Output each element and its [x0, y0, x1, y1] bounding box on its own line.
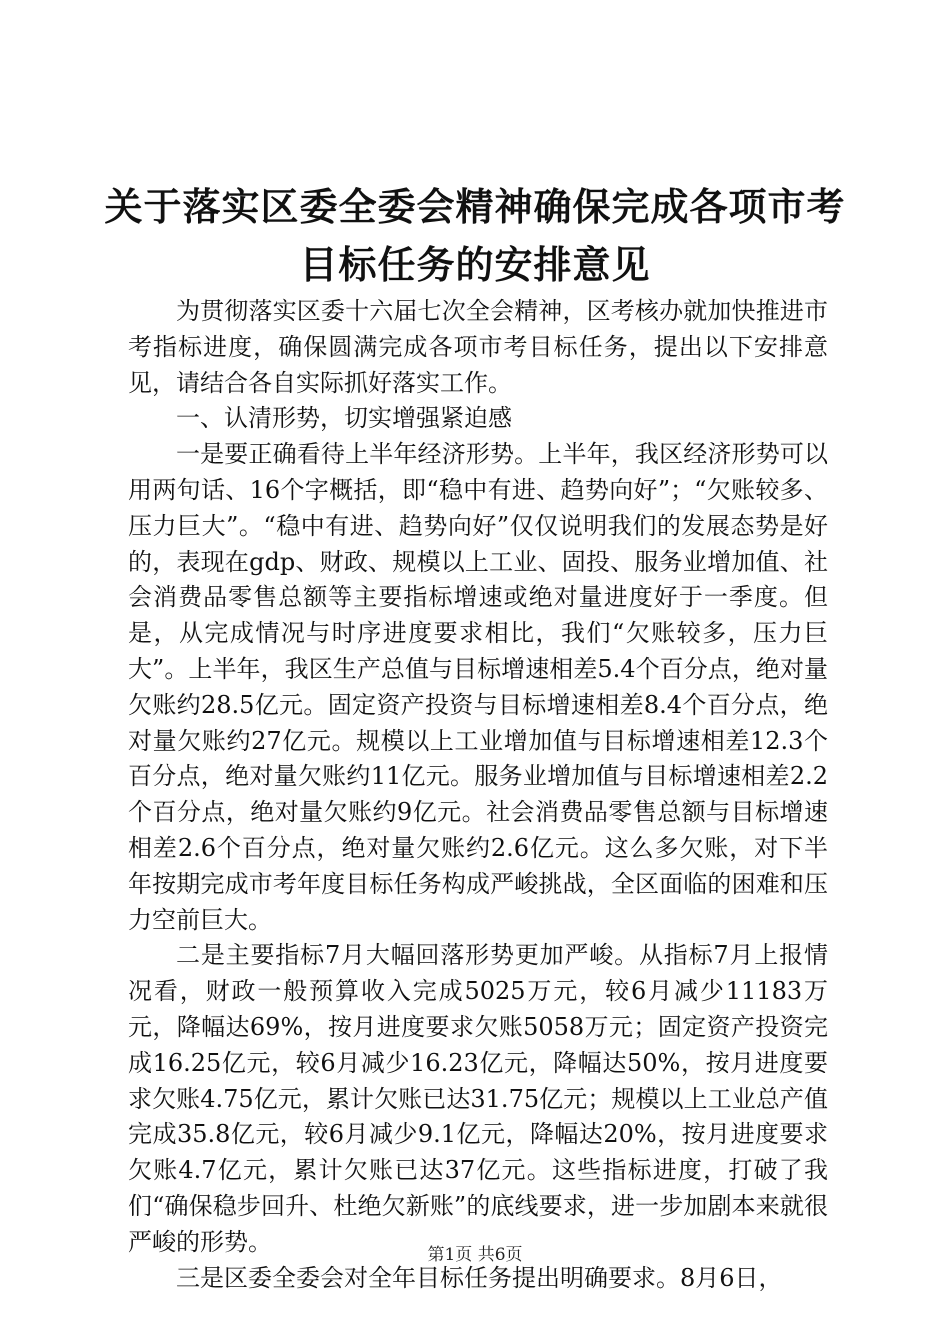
paragraph-intro: 为贯彻落实区委十六届七次全会精神，区考核办就加快推进市考指标进度，确保圆满完成各项市考目标任务，提出以下安排意见，请结合各自实际抓好落实工作。 [128, 297, 828, 397]
document-title: 关于落实区委全委会精神确保完成各项市考目标任务的安排意见 [104, 185, 846, 287]
page-footer: 第1页 共6页 [427, 1245, 523, 1265]
paragraph-point-1: 一是要正确看待上半年经济形势。上半年，我区经济形势可以用两句话、16个字概括，即“稳中有进、趋势向好”；“欠账较多、压力巨大”。“稳中有进、趋势向好”仅仅说明我们的发展态势是好的，表现在gdp、财政、规模以上工业、固投、服务业增加值、社会消费品零售总额等主要指标增速或绝对量进度好于一季度。但是，从完成情况与时序进度要求相比，我们“欠账较多，压力巨大”。上半年，我区生产总值与目标增速相差5.4个百分点，绝对量欠账约28.5亿元。固定资产投资与目标增速相差8.4个百分点，绝对量欠账约27亿元。规模以上工业增加值与目标增速相差12.3个百分点，绝对量欠账约11亿元。服务业增加值与目标增速相差2.2个百分点，绝对量欠账约9亿元。社会消费品零售总额与目标增速相差2.6个百分点，绝对量欠账约2.6亿元。这么多欠账，对下半年按期完成市考年度目标任务构成严峻挑战，全区面临的困难和压力空前巨大。 [128, 440, 828, 934]
section-heading-1: 一、认清形势，切实增强紧迫感 [176, 404, 512, 433]
paragraph-point-2: 二是主要指标7月大幅回落形势更加严峻。从指标7月上报情况看，财政一般预算收入完成5025万元，较6月减少11183万元，降幅达69%，按月进度要求欠账5058万元；固定资产投资完成16.25亿元，较6月减少16.23亿元，降幅达50%，按月进度要求欠账4.75亿元，累计欠账已达31.75亿元；规模以上工业总产值完成35.8亿元，较6月减少9.1亿元，降幅达20%，按月进度要求欠账4.7亿元，累计欠账已达37亿元。这些指标进度，打破了我们“确保稳步回升、杜绝欠新账”的底线要求，进一步加剧本来就很严峻的形势。 [128, 941, 828, 1256]
paragraph-point-3: 三是区委全委会对全年目标任务提出明确要求。8月6日， [176, 1263, 783, 1292]
document-body [128, 294, 828, 1296]
